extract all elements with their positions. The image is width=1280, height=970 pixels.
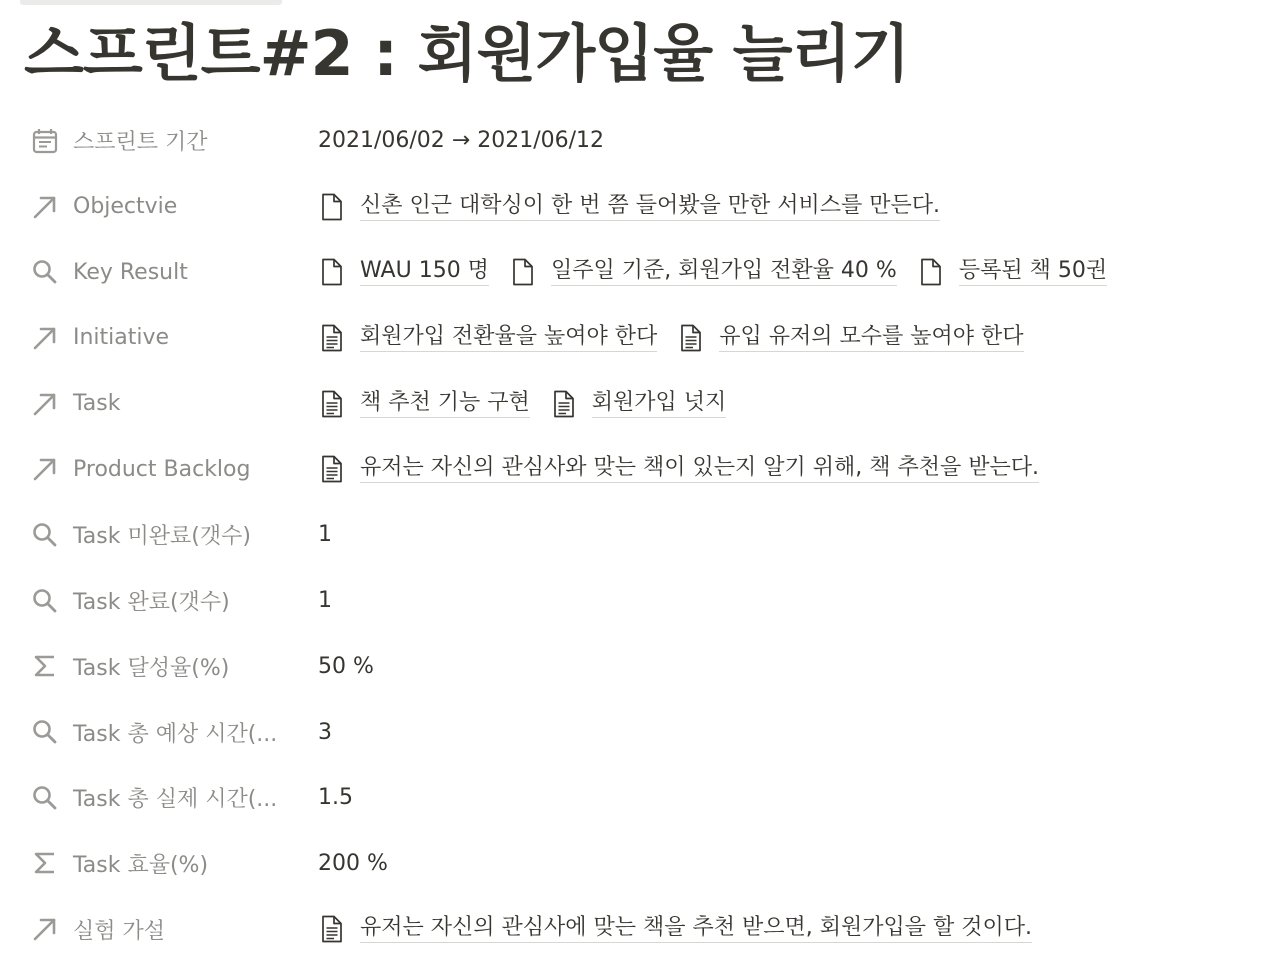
property-value[interactable] <box>318 654 1260 679</box>
property-name[interactable] <box>30 519 290 550</box>
property-row <box>0 634 1280 700</box>
property-name[interactable] <box>30 717 290 748</box>
property-name[interactable] <box>30 454 290 484</box>
relation-page-link[interactable] <box>917 257 1107 287</box>
property-name[interactable] <box>30 125 290 156</box>
property-value-text: 200 % <box>318 850 388 876</box>
property-name-label: Task 총 예상 시간(... <box>73 721 278 747</box>
relation-page-link[interactable] <box>318 914 1032 944</box>
property-value[interactable] <box>318 720 1260 745</box>
property-name-label: Task 총 실제 시간(... <box>73 787 278 813</box>
property-value[interactable] <box>318 851 1260 876</box>
relation-page-title[interactable]: WAU 150 명 <box>360 258 489 286</box>
page-text-icon <box>550 389 578 419</box>
relation-page-link[interactable] <box>318 257 489 287</box>
formula-sigma-icon <box>30 848 60 878</box>
relation-page-link[interactable] <box>318 323 657 353</box>
property-name-label: 스프린트 기간 <box>73 130 208 156</box>
property-name[interactable] <box>30 389 290 419</box>
property-row <box>0 765 1280 831</box>
relation-page-title[interactable]: 회원가입 전환율을 높여야 한다 <box>360 324 657 352</box>
property-name[interactable] <box>30 323 290 353</box>
page-empty-icon <box>509 257 537 287</box>
property-name-label: Objectvie <box>73 194 178 220</box>
property-value-text: 1.5 <box>318 785 353 811</box>
page-text-icon <box>318 454 346 484</box>
rollup-search-icon <box>30 586 60 616</box>
relation-page-title[interactable]: 신촌 인근 대학싱이 한 번 쯤 들어봤을 만한 서비스를 만든다. <box>360 193 940 221</box>
property-name[interactable] <box>30 257 290 287</box>
property-name-label: Initiative <box>73 325 170 351</box>
property-row <box>0 436 1280 502</box>
property-row <box>0 699 1280 765</box>
page-title[interactable]: 스프린트#2 : 회원가입율 늘리기 <box>24 17 910 90</box>
property-value[interactable] <box>318 588 1260 613</box>
property-name-label: Task 미완료(갯수) <box>73 524 251 550</box>
relation-page-title[interactable]: 회원가입 넛지 <box>592 390 727 418</box>
calendar-icon <box>30 126 60 156</box>
property-value-text: 1 <box>318 522 332 548</box>
relation-page-title[interactable]: 일주일 기준, 회원가입 전환율 40 % <box>551 258 897 286</box>
property-name-label: Key Result <box>73 259 188 285</box>
property-value-text: 2021/06/02 → 2021/06/12 <box>318 128 605 154</box>
relation-page-title[interactable]: 유저는 자신의 관심사에 맞는 책을 추천 받으면, 회원가입을 할 것이다. <box>360 915 1032 943</box>
relation-page-link[interactable] <box>318 192 940 222</box>
relation-arrow-icon <box>30 192 60 222</box>
property-name-label: Product Backlog <box>73 456 251 482</box>
rollup-search-icon <box>30 783 60 813</box>
page-empty-icon <box>917 257 945 287</box>
page-empty-icon <box>318 192 346 222</box>
rollup-search-icon <box>30 520 60 550</box>
property-name[interactable] <box>30 585 290 616</box>
relation-page-link[interactable] <box>318 389 530 419</box>
property-row <box>0 108 1280 174</box>
top-bar-tab <box>20 0 282 5</box>
property-value[interactable] <box>318 128 1260 153</box>
property-list <box>0 108 1280 962</box>
property-value[interactable] <box>318 389 1260 419</box>
property-name[interactable] <box>30 651 290 682</box>
property-value-text: 50 % <box>318 653 374 679</box>
relation-page-title[interactable]: 등록된 책 50권 <box>959 258 1107 286</box>
property-row <box>0 239 1280 305</box>
property-row <box>0 305 1280 371</box>
property-value[interactable] <box>318 257 1260 287</box>
property-row <box>0 174 1280 240</box>
property-name-label: 실험 가설 <box>73 918 166 944</box>
property-name-label: Task 효율(%) <box>73 852 209 878</box>
property-name-label: Task 달성율(%) <box>73 655 230 681</box>
rollup-search-icon <box>30 257 60 287</box>
property-row <box>0 831 1280 897</box>
property-name[interactable] <box>30 848 290 879</box>
relation-arrow-icon <box>30 389 60 419</box>
property-name[interactable] <box>30 192 290 222</box>
relation-arrow-icon <box>30 914 60 944</box>
relation-page-link[interactable] <box>318 454 1039 484</box>
property-name-label: Task <box>73 391 121 417</box>
property-value[interactable] <box>318 914 1260 944</box>
property-value[interactable] <box>318 522 1260 547</box>
page-text-icon <box>318 323 346 353</box>
property-name-label: Task 완료(갯수) <box>73 590 230 616</box>
property-row <box>0 896 1280 962</box>
relation-page-title[interactable]: 책 추천 기능 구현 <box>360 390 530 418</box>
property-value-text: 3 <box>318 719 332 745</box>
page-text-icon <box>318 389 346 419</box>
property-value[interactable] <box>318 785 1260 810</box>
property-row <box>0 568 1280 634</box>
property-row <box>0 502 1280 568</box>
page-text-icon <box>677 323 705 353</box>
property-name[interactable] <box>30 782 290 813</box>
page-text-icon <box>318 914 346 944</box>
formula-sigma-icon <box>30 651 60 681</box>
relation-page-title[interactable]: 유저는 자신의 관심사와 맞는 책이 있는지 알기 위해, 책 추천을 받는다. <box>360 455 1039 483</box>
relation-page-title[interactable]: 유입 유저의 모수를 높여야 한다 <box>719 324 1023 352</box>
relation-page-link[interactable] <box>677 323 1023 353</box>
property-value-text: 1 <box>318 588 332 614</box>
property-row <box>0 371 1280 437</box>
property-value[interactable] <box>318 454 1260 484</box>
property-value[interactable] <box>318 323 1260 353</box>
relation-arrow-icon <box>30 454 60 484</box>
relation-page-link[interactable] <box>550 389 727 419</box>
relation-page-link[interactable] <box>509 257 897 287</box>
relation-arrow-icon <box>30 323 60 353</box>
property-name[interactable] <box>30 914 290 945</box>
property-value[interactable] <box>318 192 1260 222</box>
rollup-search-icon <box>30 717 60 747</box>
page-empty-icon <box>318 257 346 287</box>
